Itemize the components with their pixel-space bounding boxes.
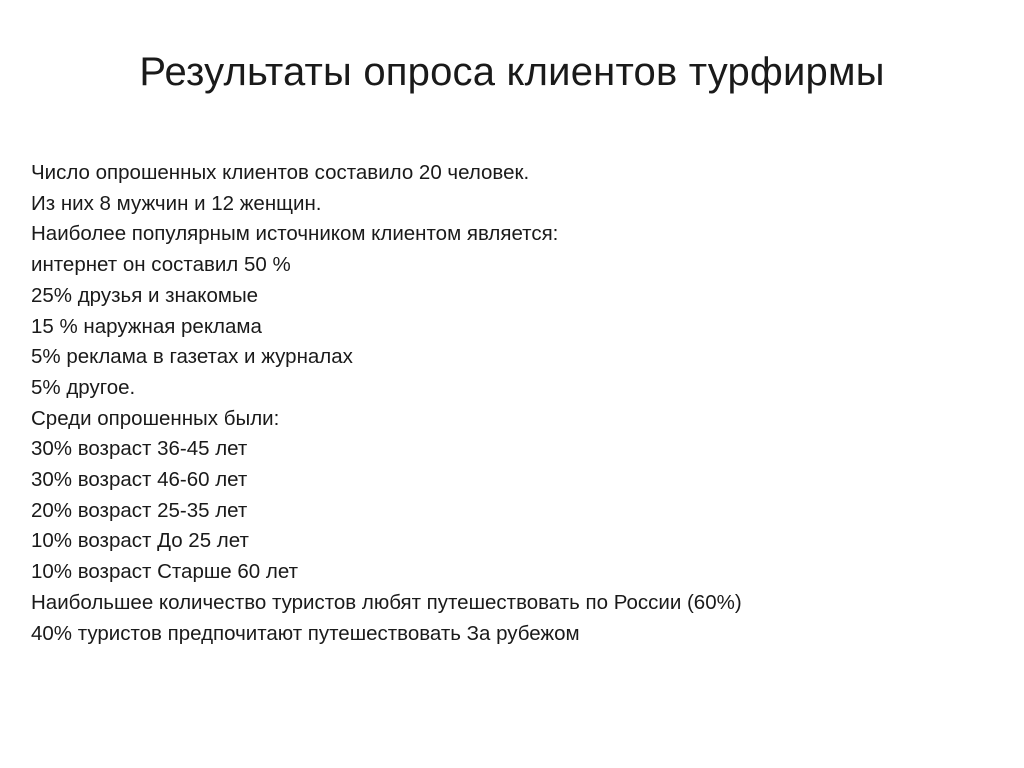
body-line: Из них 8 мужчин и 12 женщин.: [31, 191, 322, 215]
body-line: интернет он составил 50 %: [31, 253, 291, 277]
body-line: Число опрошенных клиентов составило 20 человек.: [31, 161, 530, 184]
body-line: Среди опрошенных были:: [31, 406, 280, 430]
body-line: 15 % наружная реклама: [31, 314, 262, 338]
body-line: 5% другое.: [31, 375, 136, 399]
slide-title: Результаты опроса клиентов турфирмы: [139, 50, 885, 94]
body-line: Наибольшее количество туристов любят путешествовать по России (60%): [31, 590, 742, 614]
body-line: Наиболее популярным источником клиентом является:: [31, 222, 559, 246]
body-line: 20% возраст 25-35 лет: [31, 498, 248, 522]
body-line: 25% друзья и знакомые: [31, 283, 259, 307]
body-line: 10% возраст Старше 60 лет: [31, 560, 298, 584]
body-line: 10% возраст До 25 лет: [31, 529, 249, 553]
body-line: 40% туристов предпочитают путешествовать За рубежом: [31, 621, 580, 645]
body-line: 5% реклама в газетах и журналах: [31, 345, 353, 369]
body-line: 30% возраст 36-45 лет: [31, 437, 248, 461]
body-line: 30% возраст 46-60 лет: [31, 468, 248, 492]
slide-body: [31, 158, 991, 649]
